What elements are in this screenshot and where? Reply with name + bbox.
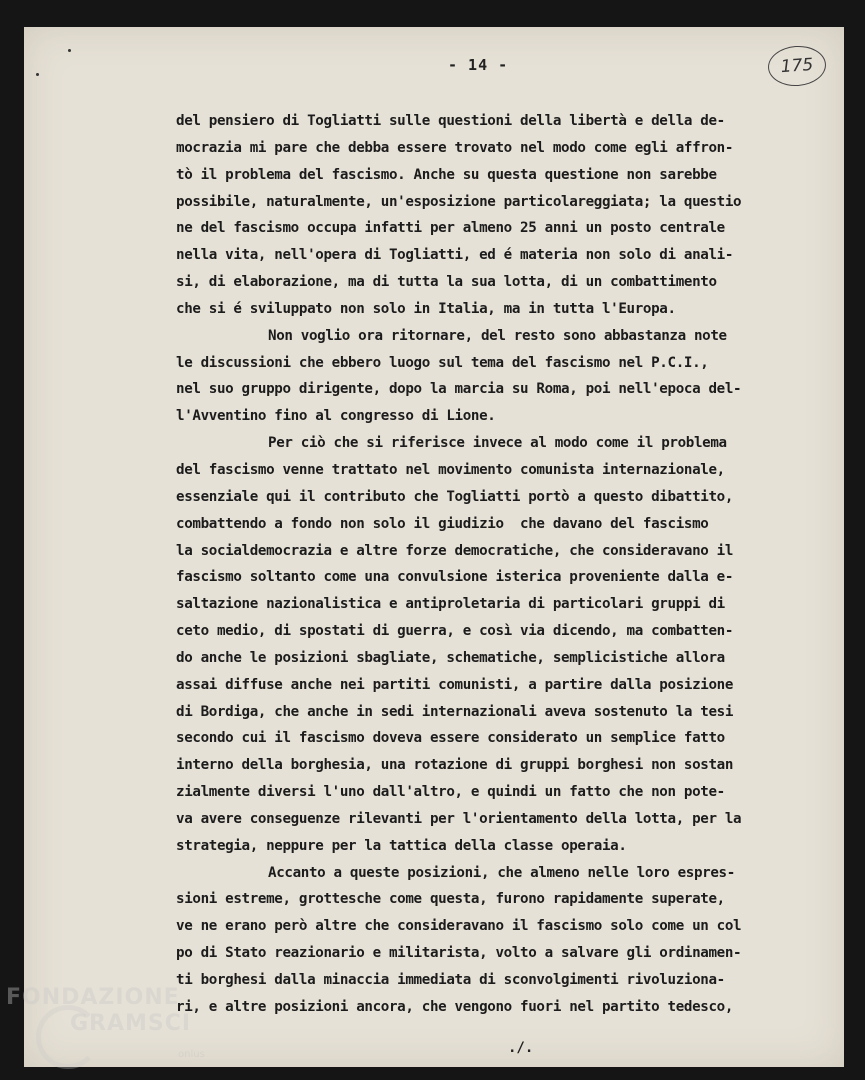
text-line: secondo cui il fascismo doveva essere considerato un semplice fatto (176, 730, 725, 747)
text-line: va avere conseguenze rilevanti per l'orientamento della lotta, per la (176, 810, 742, 827)
text-line: strategia, neppure per la tattica della classe operaia. (176, 837, 627, 854)
text-line: ri, e altre posizioni ancora, che vengono fuori nel partito tedesco, (176, 998, 734, 1015)
text-line: tò il problema del fascismo. Anche su questa questione non sarebbe (176, 166, 717, 183)
text-line: po di Stato reazionario e militarista, volto a salvare gli ordinamen- (176, 945, 742, 962)
text-line: possibile, naturalmente, un'esposizione particolareggiata; la questio (176, 193, 742, 210)
text-line: ceto medio, di spostati di guerra, e così via dicendo, ma combatten- (176, 623, 734, 640)
text-line: nella vita, nell'opera di Togliatti, ed é materia non solo di anali- (176, 247, 734, 264)
watermark-text-3: onlus (178, 1049, 205, 1060)
paper-speck (36, 73, 39, 76)
page-number: - 14 - (448, 56, 509, 74)
text-line: sioni estreme, grottesche come questa, furono rapidamente superate, (176, 891, 725, 908)
text-line: do anche le posizioni sbagliate, schematiche, semplicistiche allora (176, 649, 725, 666)
text-line: del pensiero di Togliatti sulle questioni della libertà e della de- (176, 113, 725, 129)
text-line: nel suo gruppo dirigente, dopo la marcia su Roma, poi nell'epoca del- (176, 381, 742, 398)
text-line: l'Avventino fino al congresso di Lione. (176, 408, 496, 425)
archive-number-stamp: 175 (767, 44, 828, 88)
text-line: essenziale qui il contributo che Togliatti portò a questo dibattito, (176, 488, 734, 505)
text-line: saltazione nazionalistica e antiproletaria di particolari gruppi di (176, 596, 725, 613)
text-line: fascismo soltanto come una convulsione isterica proveniente dalla e- (176, 569, 734, 586)
text-line: mocrazia mi pare che debba essere trovato nel modo come egli affron- (176, 139, 734, 156)
text-line: di Bordiga, che anche in sedi internazionali aveva sostenuto la tesi (176, 703, 734, 720)
text-line: ti borghesi dalla minaccia immediata di sconvolgimenti rivoluziona- (176, 972, 725, 988)
text-line: Per ciò che si riferisce invece al modo come il problema (268, 435, 727, 452)
paper-speck (68, 49, 71, 52)
text-line: assai diffuse anche nei partiti comunisti, a partire dalla posizione (176, 676, 734, 693)
text-line: zialmente diversi l'uno dall'altro, e quindi un fatto che non pote- (176, 784, 725, 801)
text-line: del fascismo venne trattato nel movimento comunista internazionale, (176, 461, 725, 478)
text-line: si, di elaborazione, ma di tutta la sua lotta, di un combattimento (176, 274, 717, 291)
body-text (176, 108, 846, 1021)
watermark-text-2: GRAMSCI (70, 1011, 192, 1036)
text-line: la socialdemocrazia e altre forze democratiche, che consideravano il (176, 542, 734, 559)
text-line: ne del fascismo occupa infatti per almeno 25 anni un posto centrale (176, 220, 725, 237)
text-line: Non voglio ora ritornare, del resto sono abbastanza note (268, 327, 727, 344)
text-line: interno della borghesia, una rotazione di gruppi borghesi non sostan (176, 757, 734, 774)
continuation-mark: ./. (508, 1040, 534, 1056)
text-line: ve ne erano però altre che consideravano il fascismo solo come un col (176, 918, 742, 935)
text-line: Accanto a queste posizioni, che almeno nelle loro espres- (268, 864, 735, 881)
text-line: che si é sviluppato non solo in Italia, ma in tutta l'Europa. (176, 300, 676, 317)
text-line: le discussioni che ebbero luogo sul tema del fascismo nel P.C.I., (176, 354, 709, 371)
watermark-logo (6, 985, 226, 1080)
watermark-text-1: FONDAZIONE (6, 985, 180, 1010)
text-line: combattendo a fondo non solo il giudizio che davano del fascismo (176, 515, 709, 532)
